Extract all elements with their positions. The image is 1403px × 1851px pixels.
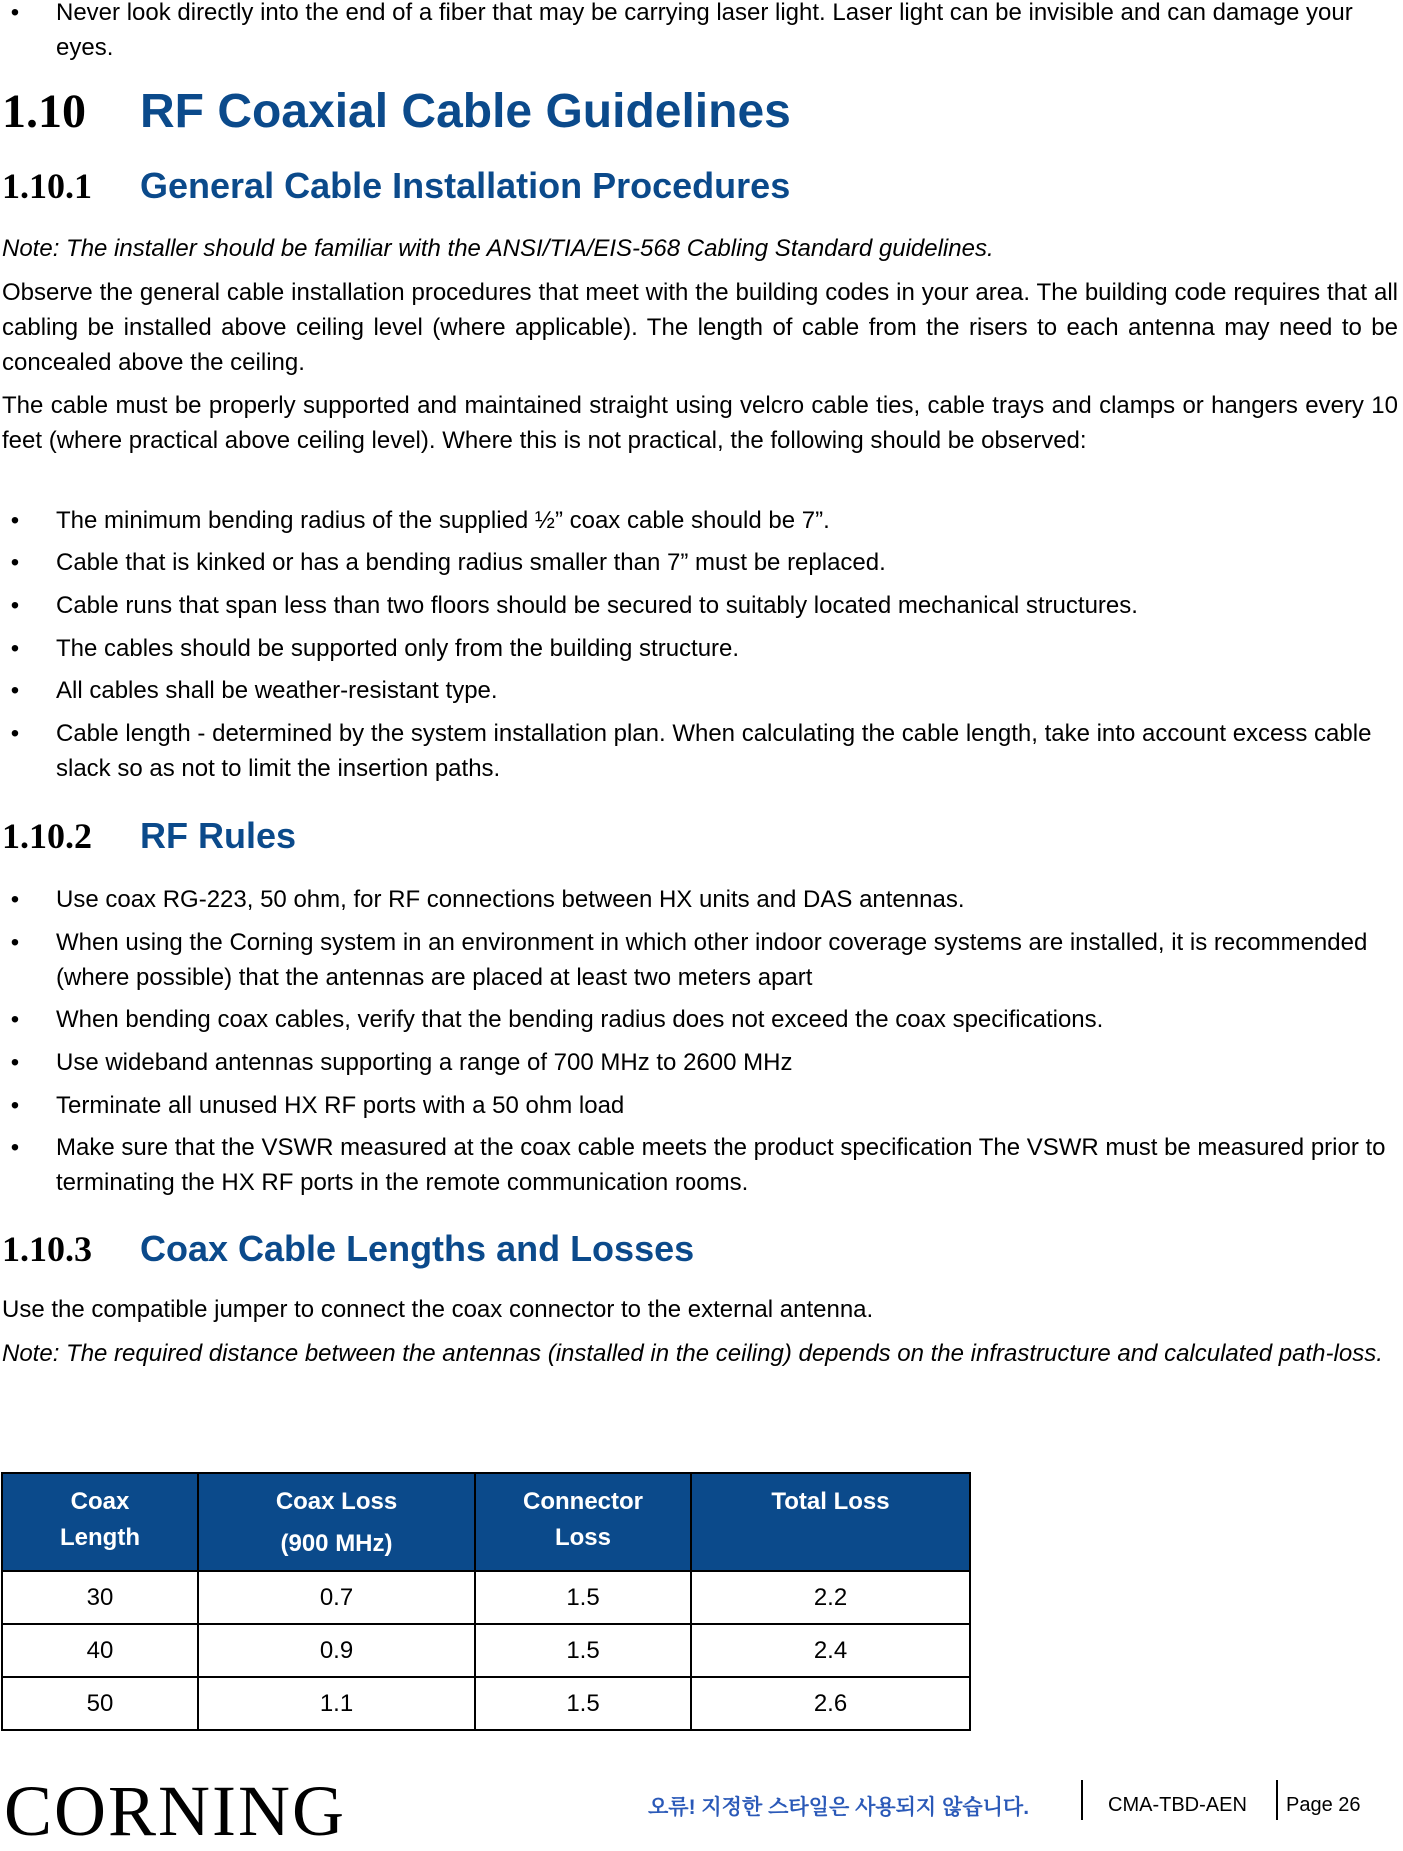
cell-total-loss: 2.4 [691, 1624, 970, 1677]
bullet-icon: • [10, 886, 20, 913]
bullet-text: When using the Corning system in an environment in which other indoor coverage systems are installed, it is recommended (where possible) that the antennas are placed at least two meters apart [56, 929, 1368, 991]
bullet-icon: • [10, 507, 20, 534]
header-coax-loss: Coax Loss (900 MHz) [198, 1473, 475, 1571]
footer-divider [1276, 1780, 1278, 1820]
bullet-icon: • [10, 677, 20, 704]
bullet-icon: • [10, 1092, 20, 1119]
table-row [2, 1624, 970, 1677]
paragraph-cable-support: The cable must be properly supported and maintained straight using velcro cable ties, cable trays and clamps or hangers every 10 feet (where practical above ceiling level). Where this is not practical, the following should be observed: [2, 392, 1398, 454]
bullet-icon: • [10, 549, 20, 576]
bullet-text: All cables shall be weather-resistant type. [56, 677, 498, 704]
bullet-text: The minimum bending radius of the supplied ½” coax cable should be 7”. [56, 507, 830, 534]
paragraph-building-codes: Observe the general cable installation procedures that meet with the building codes in your area. The building code requires that all cabling be installed above ceiling level (where applicable). The length of cable from the risers to each antenna may need to be concealed above the ceiling. [2, 279, 1398, 376]
bullet-text: Never look directly into the end of a fiber that may be carrying laser light. Laser light can be invisible and can damage your eyes. [56, 0, 1353, 61]
bullet-text: Cable that is kinked or has a bending radius smaller than 7” must be replaced. [56, 549, 886, 576]
installer-note: Note: The installer should be familiar with the ANSI/TIA/EIS-568 Cabling Standard guidelines. [2, 235, 994, 262]
cell-connector-loss: 1.5 [475, 1571, 691, 1624]
subsection-number: 1.10.3 [2, 1229, 92, 1269]
header-total-loss: Total Loss [691, 1473, 970, 1571]
bullet-text: Cable length - determined by the system installation plan. When calculating the cable length, take into account excess cable slack so as not to limit the insertion paths. [56, 720, 1372, 782]
bullet-text: Use coax RG-223, 50 ohm, for RF connections between HX units and DAS antennas. [56, 886, 965, 913]
footer-divider [1081, 1780, 1083, 1820]
table-header-row [2, 1473, 970, 1571]
cell-coax-loss: 1.1 [198, 1677, 475, 1730]
corning-logo: CORNING [4, 1771, 347, 1851]
subsection-title: Coax Cable Lengths and Losses [140, 1228, 695, 1269]
bullet-icon: • [10, 1049, 20, 1076]
table-row [2, 1571, 970, 1624]
style-error-text: 오류! 지정한 스타일은 사용되지 않습니다. [648, 1796, 1030, 1819]
page-number: Page 26 [1286, 1794, 1361, 1816]
subsection-title: General Cable Installation Procedures [140, 165, 791, 206]
table-row [2, 1677, 970, 1730]
header-connector-loss: Connector Loss [475, 1473, 691, 1571]
cell-coax-length: 50 [2, 1677, 198, 1730]
antenna-distance-note: Note: The required distance between the antennas (installed in the ceiling) depends on the infrastructure and calculated path-loss. [2, 1340, 1383, 1367]
paragraph-jumper: Use the compatible jumper to connect the coax connector to the external antenna. [2, 1296, 874, 1323]
subsection-number: 1.10.2 [2, 816, 92, 856]
header-coax-length: Coax Length [2, 1473, 198, 1571]
bullet-icon: • [10, 0, 20, 26]
bullet-icon: • [10, 592, 20, 619]
coax-loss-table [1, 1472, 971, 1731]
cell-total-loss: 2.2 [691, 1571, 970, 1624]
cell-connector-loss: 1.5 [475, 1677, 691, 1730]
cell-connector-loss: 1.5 [475, 1624, 691, 1677]
bullet-text: The cables should be supported only from the building structure. [56, 635, 740, 662]
cell-coax-loss: 0.7 [198, 1571, 475, 1624]
cell-coax-length: 40 [2, 1624, 198, 1677]
bullet-text: Make sure that the VSWR measured at the coax cable meets the product specification The VSWR must be measured prior to terminating the HX RF ports in the remote communication rooms. [56, 1134, 1386, 1196]
bullet-text: When bending coax cables, verify that the bending radius does not exceed the coax specifications. [56, 1006, 1104, 1033]
bullet-icon: • [10, 1006, 20, 1033]
bullet-icon: • [10, 929, 20, 956]
document-id: CMA-TBD-AEN [1108, 1794, 1247, 1816]
bullet-icon: • [10, 720, 20, 747]
subsection-number: 1.10.1 [2, 166, 92, 206]
bullet-icon: • [10, 635, 20, 662]
bullet-icon: • [10, 1134, 20, 1161]
section-number: 1.10 [2, 85, 86, 138]
subsection-title: RF Rules [140, 815, 297, 856]
bullet-text: Terminate all unused HX RF ports with a 50 ohm load [56, 1092, 625, 1119]
bullet-text: Cable runs that span less than two floors should be secured to suitably located mechanical structures. [56, 592, 1138, 619]
cell-coax-loss: 0.9 [198, 1624, 475, 1677]
cell-coax-length: 30 [2, 1571, 198, 1624]
bullet-text: Use wideband antennas supporting a range of 700 MHz to 2600 MHz [56, 1049, 793, 1076]
section-title: RF Coaxial Cable Guidelines [140, 85, 791, 138]
cell-total-loss: 2.6 [691, 1677, 970, 1730]
